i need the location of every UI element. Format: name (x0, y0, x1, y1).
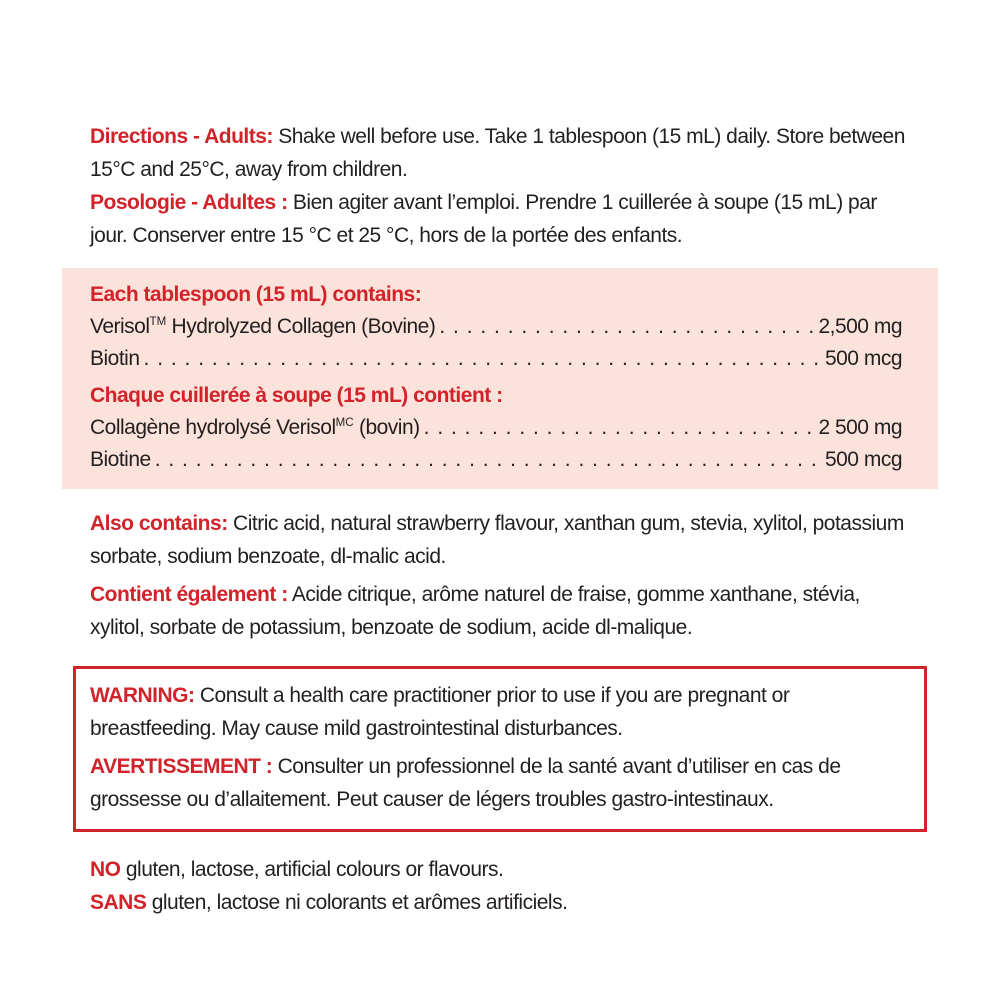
trademark-superscript: TM (149, 316, 167, 328)
ingredient-name-rest: (bovin) (353, 416, 420, 439)
facts-heading-fr: Chaque cuillerée à soupe (15 mL) contient : (90, 384, 503, 407)
facts-heading-en: Each tablespoon (15 mL) contains: (90, 283, 422, 306)
also-contains-en (90, 507, 910, 573)
free-from-section (90, 853, 910, 919)
facts-row-biotin-en (90, 343, 902, 375)
supplement-facts-box (62, 268, 938, 489)
directions-en-label: Directions - Adults: (90, 125, 273, 148)
ingredient-name-text: Verisol (90, 315, 150, 338)
directions-fr (90, 186, 910, 252)
free-from-en-label: NO (90, 858, 121, 881)
facts-row-collagen-en (90, 311, 902, 343)
free-from-en (90, 853, 910, 886)
ingredient-amount: 2,500 mg (818, 315, 902, 338)
directions-fr-label: Posologie - Adultes : (90, 191, 288, 214)
warning-fr-label: AVERTISSEMENT : (90, 755, 273, 778)
also-contains-en-label: Also contains: (90, 512, 228, 535)
warning-en (90, 679, 912, 745)
also-contains-fr-text: Acide citrique, arôme naturel de fraise, gomme xanthane, stévia, xylitol, sorbate de potassium, benzoate de sodium, acide dl-malique. (90, 583, 860, 639)
directions-en (90, 120, 910, 186)
directions-fr-text: Bien agiter avant l’emploi. Prendre 1 cuillerée à soupe (15 mL) par jour. Conserver entre 15 °C et 25 °C, hors de la portée des enfants. (90, 191, 877, 247)
ingredient-name (90, 343, 140, 375)
also-contains-en-text: Citric acid, natural strawberry flavour, xanthan gum, stevia, xylitol, potassium sorbate, sodium benzoate, dl-malic acid. (90, 512, 904, 568)
facts-row-collagen-fr (90, 412, 902, 444)
also-contains-fr-label: Contient également : (90, 583, 288, 606)
ingredient-name-text: Biotin (90, 347, 140, 370)
ingredient-name-rest: Hydrolyzed Collagen (Bovine) (166, 315, 436, 338)
dot-leader (155, 444, 821, 476)
ingredient-name-text: Biotine (90, 448, 151, 471)
ingredient-amount: 2 500 mg (818, 416, 902, 439)
ingredient-amount: 500 mcg (824, 347, 902, 370)
warning-box (73, 666, 927, 832)
dot-leader (424, 412, 815, 444)
ingredient-name (90, 444, 151, 476)
ingredient-amount: 500 mcg (824, 448, 902, 471)
free-from-fr (90, 886, 910, 919)
facts-row-biotin-fr (90, 444, 902, 476)
warning-en-text: Consult a health care practitioner prior to use if you are pregnant or breastfeeding. May cause mild gastrointestinal disturbances. (90, 684, 790, 740)
free-from-fr-text: gluten, lactose ni colorants et arômes artificiels. (151, 891, 568, 914)
dot-leader (439, 311, 814, 343)
ingredient-name (90, 311, 435, 343)
free-from-fr-label: SANS (90, 891, 147, 914)
directions-en-text: Shake well before use. Take 1 tablespoon (15 mL) daily. Store between 15°C and 25°C, away from children. (90, 125, 905, 181)
also-contains-fr (90, 578, 910, 644)
warning-fr (90, 750, 912, 816)
also-contains-section (90, 507, 910, 644)
ingredient-name-text: Collagène hydrolysé Verisol (90, 416, 336, 439)
warning-fr-text: Consulter un professionnel de la santé avant d’utiliser en cas de grossesse ou d’allaitement. Peut causer de légers troubles gastro-intestinaux. (90, 755, 841, 811)
trademark-superscript: MC (335, 417, 354, 429)
directions-section (90, 120, 910, 252)
free-from-en-text: gluten, lactose, artificial colours or flavours. (125, 858, 504, 881)
warning-en-label: WARNING: (90, 684, 195, 707)
dot-leader (144, 343, 821, 375)
ingredient-name (90, 412, 420, 444)
